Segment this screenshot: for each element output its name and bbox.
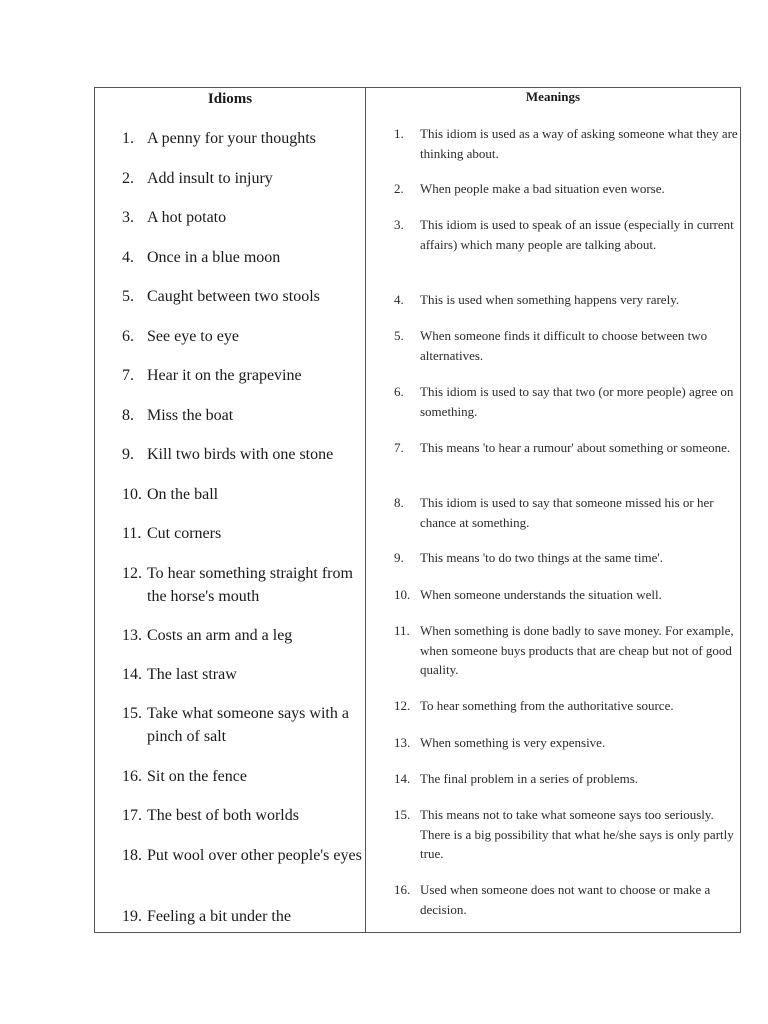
meaning-number: 6. bbox=[394, 384, 404, 399]
idiom-text: The best of both worlds bbox=[147, 807, 299, 824]
idiom-text: Once in a blue moon bbox=[147, 249, 281, 266]
meaning-item bbox=[394, 493, 741, 532]
idiom-text: Cut corners bbox=[147, 525, 222, 542]
meaning-text: This means 'to do two things at the same time'. bbox=[420, 550, 663, 565]
idiom-text: Take what someone says with a pinch of salt bbox=[147, 705, 349, 745]
idiom-text: A hot potato bbox=[147, 209, 227, 226]
idiom-item bbox=[122, 404, 362, 427]
meaning-item bbox=[394, 215, 741, 254]
meaning-number: 3. bbox=[394, 217, 404, 232]
meaning-text: When something is done badly to save money. For example, when someone buys products that are cheap but not of good quality. bbox=[420, 623, 734, 677]
idiom-text: Costs an arm and a leg bbox=[147, 627, 293, 644]
idiom-item bbox=[122, 206, 362, 229]
idiom-item bbox=[122, 804, 362, 827]
meaning-text: This means not to take what someone says too seriously. There is a big possibility that what he/she says is only partly true. bbox=[420, 807, 734, 861]
idiom-item bbox=[122, 127, 362, 150]
meanings-column bbox=[366, 88, 740, 932]
idioms-column bbox=[95, 88, 366, 932]
idiom-number: 7. bbox=[122, 367, 134, 384]
meaning-number: 16. bbox=[394, 882, 411, 897]
meaning-number: 12. bbox=[394, 698, 411, 713]
idioms-table bbox=[94, 87, 741, 933]
meaning-text: This idiom is used to speak of an issue (especially in current affairs) which many people are talking about. bbox=[420, 217, 734, 252]
meaning-item bbox=[394, 548, 741, 568]
meaning-text: When someone understands the situation well. bbox=[420, 587, 662, 602]
meaning-item bbox=[394, 880, 741, 919]
idiom-item bbox=[122, 522, 362, 545]
meaning-number: 2. bbox=[394, 181, 404, 196]
idiom-number: 16. bbox=[122, 768, 142, 785]
idiom-text: Sit on the fence bbox=[147, 768, 247, 785]
meaning-text: When something is very expensive. bbox=[420, 735, 606, 750]
idiom-number: 2. bbox=[122, 170, 134, 187]
meaning-text: This means 'to hear a rumour' about something or someone. bbox=[420, 440, 731, 455]
meaning-item bbox=[394, 179, 741, 199]
meaning-item bbox=[394, 438, 741, 458]
idiom-text: Feeling a bit under the bbox=[147, 908, 291, 925]
meaning-number: 13. bbox=[394, 735, 411, 750]
idiom-number: 11. bbox=[122, 525, 142, 542]
meaning-item bbox=[394, 585, 741, 605]
meaning-item bbox=[394, 326, 741, 365]
idiom-number: 10. bbox=[122, 486, 142, 503]
idiom-item bbox=[122, 765, 362, 788]
idiom-number: 15. bbox=[122, 705, 142, 722]
meaning-item bbox=[394, 805, 741, 864]
idiom-text: A penny for your thoughts bbox=[147, 130, 316, 147]
meaning-number: 1. bbox=[394, 126, 404, 141]
idiom-number: 14. bbox=[122, 666, 142, 683]
idiom-item bbox=[122, 364, 362, 387]
idiom-item bbox=[122, 624, 362, 647]
meaning-item bbox=[394, 733, 741, 753]
meaning-number: 15. bbox=[394, 807, 411, 822]
meaning-number: 7. bbox=[394, 440, 404, 455]
meaning-text: When someone finds it difficult to choose between two alternatives. bbox=[420, 328, 708, 363]
meaning-text: This idiom is used as a way of asking someone what they are thinking about. bbox=[420, 126, 738, 161]
meaning-number: 4. bbox=[394, 292, 404, 307]
idiom-text: See eye to eye bbox=[147, 328, 239, 345]
idiom-item bbox=[122, 443, 362, 466]
idiom-number: 3. bbox=[122, 209, 134, 226]
meaning-item bbox=[394, 124, 741, 163]
idiom-number: 9. bbox=[122, 446, 134, 463]
idiom-text: Hear it on the grapevine bbox=[147, 367, 302, 384]
idiom-item bbox=[122, 702, 362, 748]
meaning-number: 9. bbox=[394, 550, 404, 565]
idiom-text: Kill two birds with one stone bbox=[147, 446, 334, 463]
idiom-number: 12. bbox=[122, 565, 142, 582]
meaning-item bbox=[394, 621, 741, 680]
idiom-text: Caught between two stools bbox=[147, 288, 320, 305]
idiom-number: 5. bbox=[122, 288, 134, 305]
idiom-item bbox=[122, 562, 362, 608]
meaning-text: Used when someone does not want to choose or make a decision. bbox=[420, 882, 711, 917]
idiom-number: 13. bbox=[122, 627, 142, 644]
idiom-number: 19. bbox=[122, 908, 142, 925]
meaning-text: The final problem in a series of problems. bbox=[420, 771, 639, 786]
meaning-number: 11. bbox=[394, 623, 410, 638]
meaning-item bbox=[394, 696, 741, 716]
meaning-text: When people make a bad situation even worse. bbox=[420, 181, 665, 196]
idiom-text: The last straw bbox=[147, 666, 237, 683]
meaning-text: This is used when something happens very rarely. bbox=[420, 292, 680, 307]
idiom-text: To hear something straight from the horse's mouth bbox=[147, 565, 353, 605]
idiom-text: On the ball bbox=[147, 486, 219, 503]
meaning-number: 8. bbox=[394, 495, 404, 510]
idiom-text: Miss the boat bbox=[147, 407, 234, 424]
meaning-number: 10. bbox=[394, 587, 411, 602]
idiom-item bbox=[122, 844, 362, 867]
idiom-number: 6. bbox=[122, 328, 134, 345]
idioms-header: Idioms bbox=[207, 91, 253, 107]
meanings-header: Meanings bbox=[525, 89, 581, 104]
idiom-number: 18. bbox=[122, 847, 142, 864]
idiom-text: Add insult to injury bbox=[147, 170, 273, 187]
meaning-item bbox=[394, 382, 741, 421]
idiom-item bbox=[122, 483, 362, 506]
meaning-number: 14. bbox=[394, 771, 411, 786]
idiom-item bbox=[122, 905, 362, 928]
idiom-item bbox=[122, 325, 362, 348]
idiom-item bbox=[122, 663, 362, 686]
idiom-number: 4. bbox=[122, 249, 134, 266]
meaning-item bbox=[394, 290, 741, 310]
meaning-item bbox=[394, 769, 741, 789]
idiom-item bbox=[122, 285, 362, 308]
meaning-number: 5. bbox=[394, 328, 404, 343]
meaning-text: This idiom is used to say that someone missed his or her chance at something. bbox=[420, 495, 714, 530]
idiom-number: 1. bbox=[122, 130, 134, 147]
idiom-number: 17. bbox=[122, 807, 142, 824]
idiom-text: Put wool over other people's eyes bbox=[147, 847, 362, 864]
idiom-item bbox=[122, 246, 362, 269]
meaning-text: To hear something from the authoritative source. bbox=[420, 698, 674, 713]
idiom-item bbox=[122, 167, 362, 190]
idiom-number: 8. bbox=[122, 407, 134, 424]
meaning-text: This idiom is used to say that two (or more people) agree on something. bbox=[420, 384, 734, 419]
